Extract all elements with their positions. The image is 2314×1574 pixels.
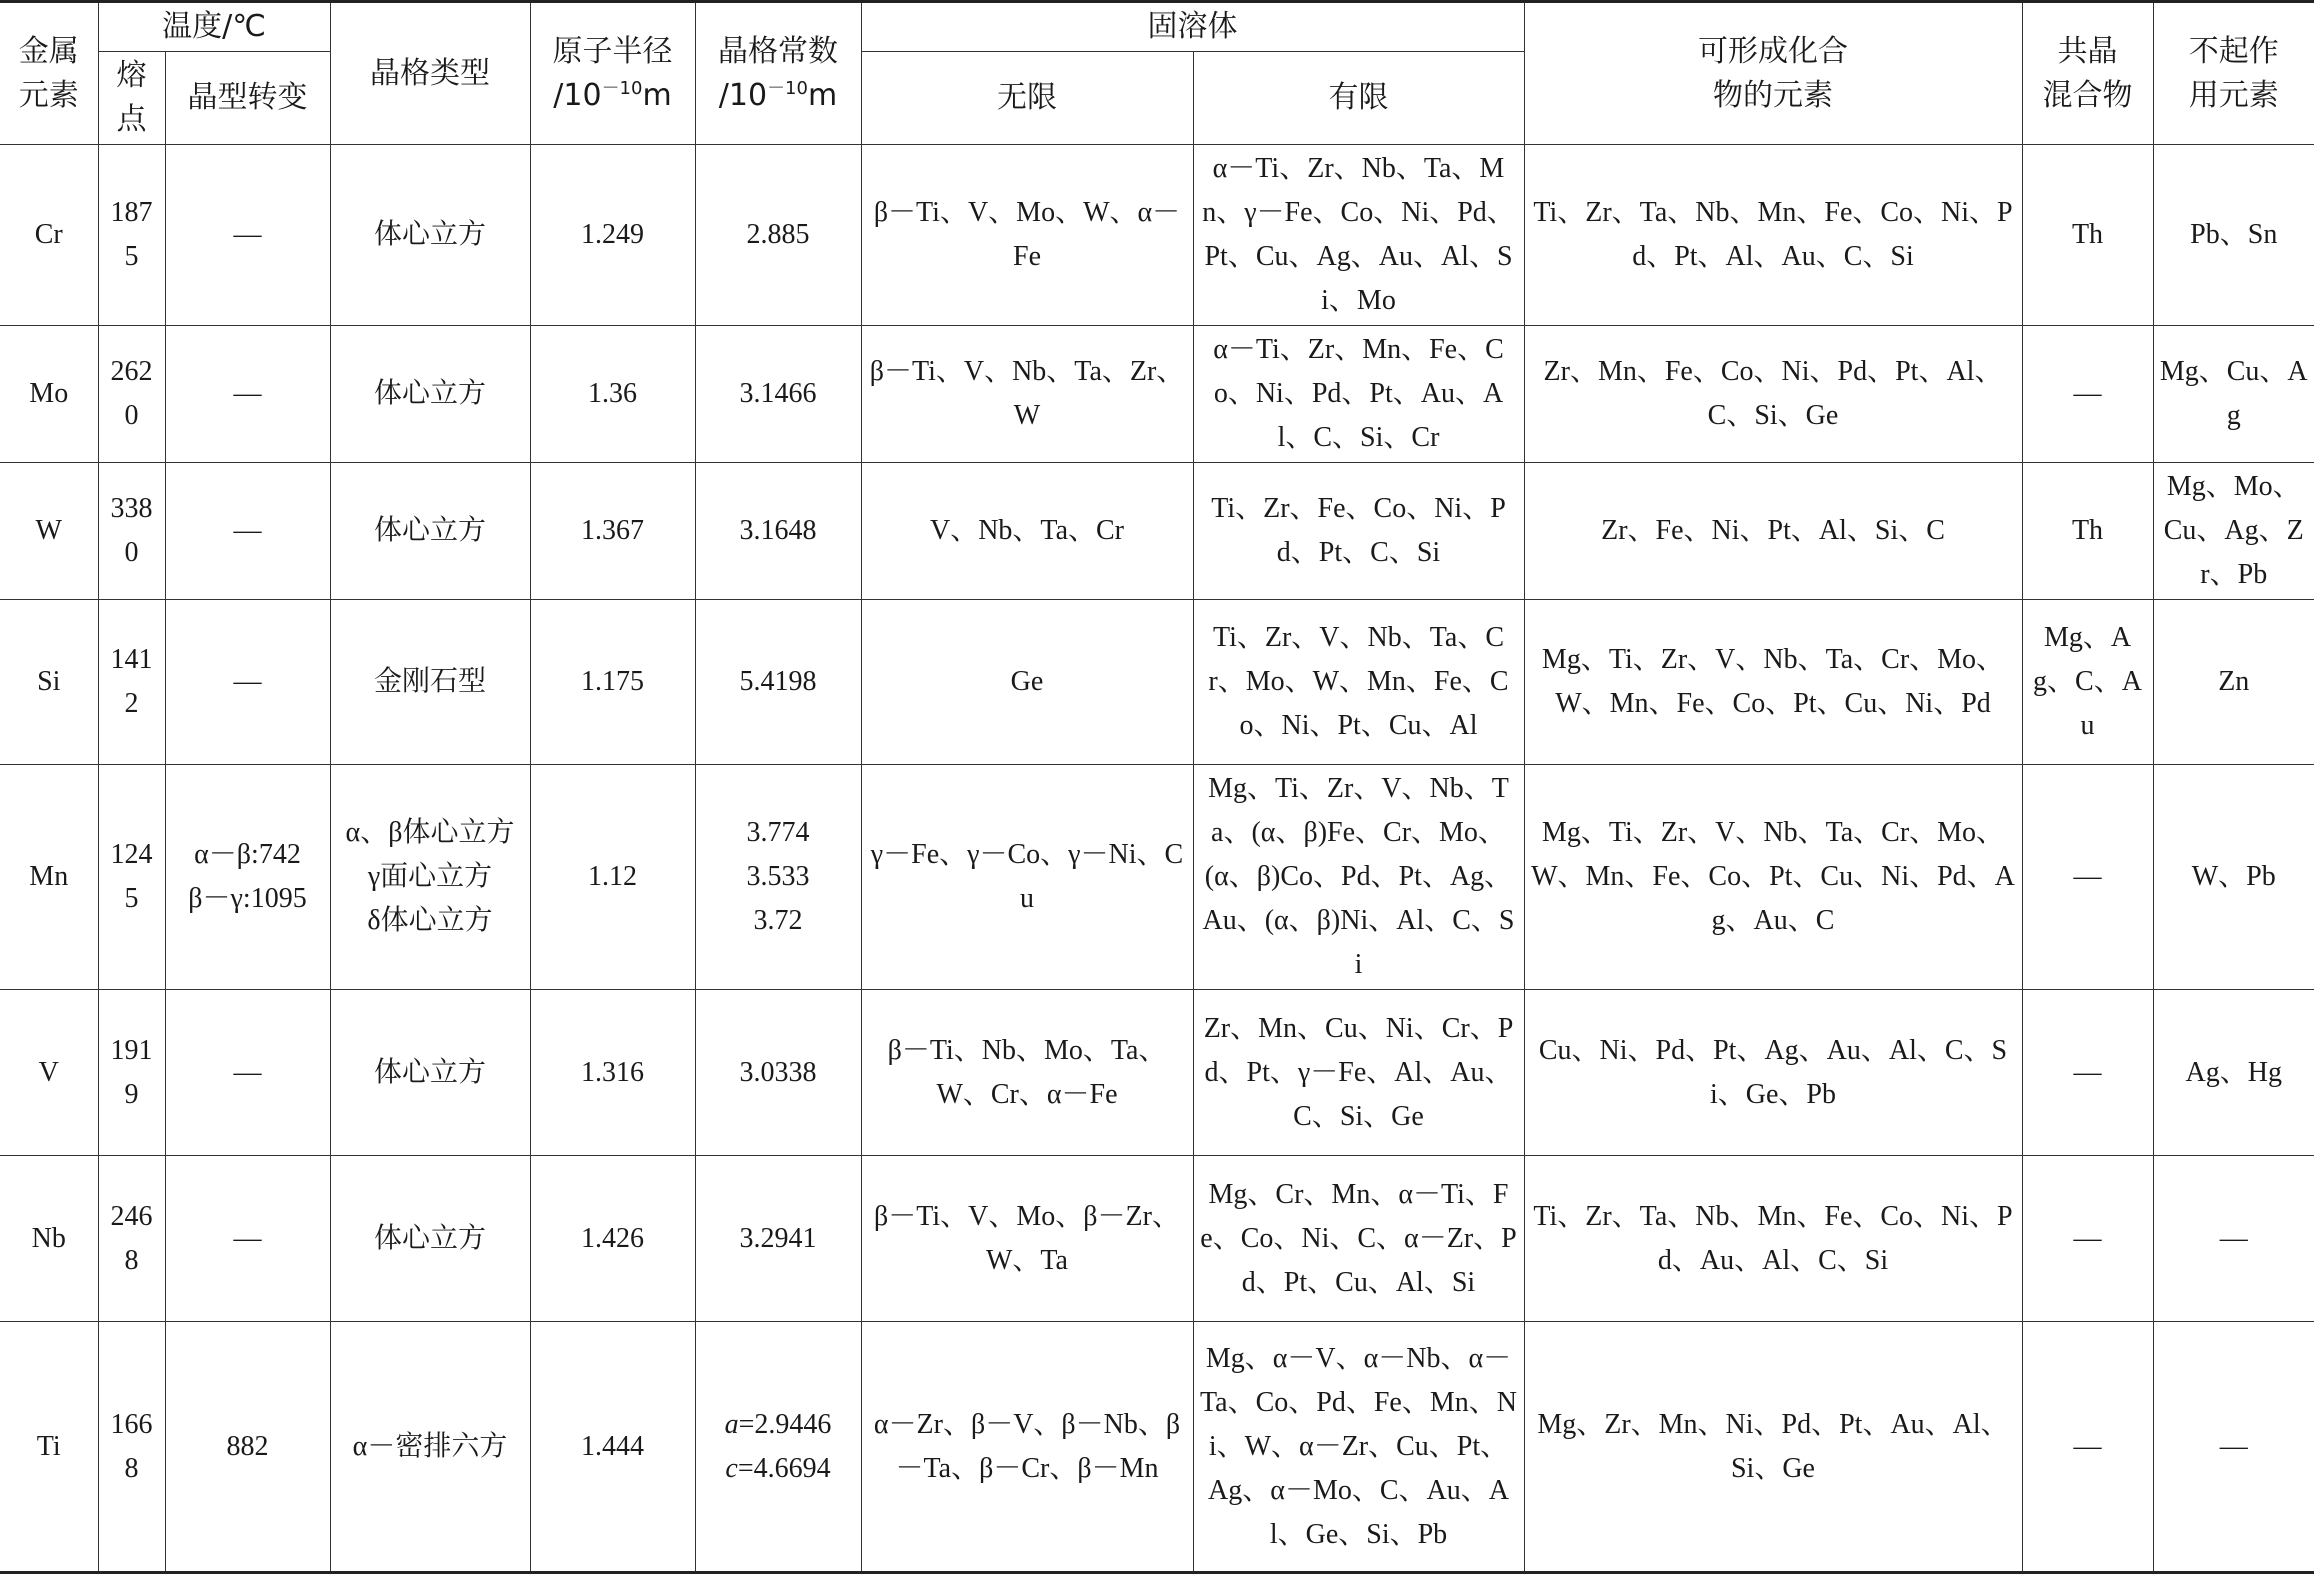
header-solid-solution: 固溶体 [861, 2, 1524, 52]
cell-unlimited: β－Ti、V、Nb、Ta、Zr、W [861, 326, 1193, 463]
cell-constant: a=2.9446 c=4.6694 [695, 1322, 861, 1573]
cell-inert: Ag、Hg [2153, 990, 2314, 1156]
table-row [0, 1156, 2314, 1322]
cell-constant: 3.1466 [695, 326, 861, 463]
cell-constant: 5.4198 [695, 600, 861, 765]
cell-radius: 1.316 [530, 990, 695, 1156]
header-limited: 有限 [1193, 52, 1524, 145]
cell-melting-point: 2620 [98, 326, 165, 463]
cell-radius: 1.367 [530, 463, 695, 600]
header-inert-elements: 不起作 用元素 [2153, 2, 2314, 145]
cell-transition: — [165, 463, 330, 600]
cell-transition: — [165, 990, 330, 1156]
cell-element: V [0, 990, 98, 1156]
cell-lattice: α、β体心立方 γ面心立方 δ体心立方 [330, 765, 530, 990]
cell-limited: α－Ti、Zr、Mn、Fe、Co、Ni、Pd、Pt、Au、Al、C、Si、Cr [1193, 326, 1524, 463]
cell-inert: Zn [2153, 600, 2314, 765]
cell-lattice: 金刚石型 [330, 600, 530, 765]
table-row [0, 1322, 2314, 1573]
cell-melting-point: 1245 [98, 765, 165, 990]
cell-transition: — [165, 1156, 330, 1322]
cell-element: W [0, 463, 98, 600]
cell-eutectic: Th [2022, 463, 2153, 600]
cell-constant: 3.0338 [695, 990, 861, 1156]
table-row [0, 990, 2314, 1156]
cell-constant: 3.774 3.533 3.72 [695, 765, 861, 990]
cell-melting-point: 1875 [98, 145, 165, 326]
cell-eutectic: — [2022, 1322, 2153, 1573]
cell-compounds: Mg、Ti、Zr、V、Nb、Ta、Cr、Mo、W、Mn、Fe、Co、Pt、Cu、Ni、Pd、Ag、Au、C [1524, 765, 2022, 990]
header-lattice-constant: 晶格常数 $/10^{-10}m$ [695, 2, 861, 145]
cell-melting-point: 3380 [98, 463, 165, 600]
cell-radius: 1.444 [530, 1322, 695, 1573]
cell-unlimited: β－Ti、V、Mo、W、α－Fe [861, 145, 1193, 326]
cell-limited: Zr、Mn、Cu、Ni、Cr、Pd、Pt、γ－Fe、Al、Au、C、Si、Ge [1193, 990, 1524, 1156]
cell-radius: 1.249 [530, 145, 695, 326]
cell-element: Ti [0, 1322, 98, 1573]
cell-inert: Mg、Cu、Ag [2153, 326, 2314, 463]
cell-limited: Mg、α－V、α－Nb、α－Ta、Co、Pd、Fe、Mn、Ni、W、α－Zr、Cu、Pt、Ag、α－Mo、C、Au、Al、Ge、Si、Pb [1193, 1322, 1524, 1573]
cell-compounds: Ti、Zr、Ta、Nb、Mn、Fe、Co、Ni、Pd、Au、Al、C、Si [1524, 1156, 2022, 1322]
header-compound-elements: 可形成化合 物的元素 [1524, 2, 2022, 145]
table-header [0, 2, 2314, 145]
cell-inert: W、Pb [2153, 765, 2314, 990]
table-row [0, 326, 2314, 463]
cell-unlimited: Ge [861, 600, 1193, 765]
cell-limited: α－Ti、Zr、Nb、Ta、Mn、γ－Fe、Co、Ni、Pd、Pt、Cu、Ag、Au、Al、Si、Mo [1193, 145, 1524, 326]
cell-inert: Pb、Sn [2153, 145, 2314, 326]
cell-transition: 882 [165, 1322, 330, 1573]
cell-constant: 3.1648 [695, 463, 861, 600]
cell-limited: Ti、Zr、V、Nb、Ta、Cr、Mo、W、Mn、Fe、Co、Ni、Pt、Cu、Al [1193, 600, 1524, 765]
cell-eutectic: Th [2022, 145, 2153, 326]
table-body [0, 145, 2314, 1573]
cell-melting-point: 1412 [98, 600, 165, 765]
cell-compounds: Cu、Ni、Pd、Pt、Ag、Au、Al、C、Si、Ge、Pb [1524, 990, 2022, 1156]
cell-unlimited: γ－Fe、γ－Co、γ－Ni、Cu [861, 765, 1193, 990]
cell-transition: — [165, 600, 330, 765]
cell-unlimited: β－Ti、V、Mo、β－Zr、W、Ta [861, 1156, 1193, 1322]
cell-lattice: 体心立方 [330, 463, 530, 600]
cell-compounds: Zr、Fe、Ni、Pt、Al、Si、C [1524, 463, 2022, 600]
cell-element: Mn [0, 765, 98, 990]
cell-eutectic: Mg、Ag、C、Au [2022, 600, 2153, 765]
header-transition: 晶型转变 [165, 52, 330, 145]
cell-radius: 1.175 [530, 600, 695, 765]
header-temperature: 温度/℃ [98, 2, 330, 52]
cell-inert: Mg、Mo、Cu、Ag、Zr、Pb [2153, 463, 2314, 600]
cell-compounds: Zr、Mn、Fe、Co、Ni、Pd、Pt、Al、C、Si、Ge [1524, 326, 2022, 463]
cell-radius: 1.36 [530, 326, 695, 463]
cell-element: Nb [0, 1156, 98, 1322]
cell-lattice: 体心立方 [330, 326, 530, 463]
cell-transition: — [165, 326, 330, 463]
cell-unlimited: α－Zr、β－V、β－Nb、β－Ta、β－Cr、β－Mn [861, 1322, 1193, 1573]
header-unlimited: 无限 [861, 52, 1193, 145]
table-row [0, 765, 2314, 990]
cell-eutectic: — [2022, 990, 2153, 1156]
cell-limited: Mg、Ti、Zr、V、Nb、Ta、(α、β)Fe、Cr、Mo、(α、β)Co、Pd、Pt、Ag、Au、(α、β)Ni、Al、C、Si [1193, 765, 1524, 990]
cell-eutectic: — [2022, 326, 2153, 463]
cell-radius: 1.426 [530, 1156, 695, 1322]
cell-constant: 3.2941 [695, 1156, 861, 1322]
cell-eutectic: — [2022, 1156, 2153, 1322]
cell-lattice: 体心立方 [330, 145, 530, 326]
cell-radius: 1.12 [530, 765, 695, 990]
cell-lattice: 体心立方 [330, 990, 530, 1156]
cell-compounds: Mg、Zr、Mn、Ni、Pd、Pt、Au、Al、Si、Ge [1524, 1322, 2022, 1573]
header-lattice-type: 晶格类型 [330, 2, 530, 145]
header-element: 金属 元素 [0, 2, 98, 145]
cell-unlimited: V、Nb、Ta、Cr [861, 463, 1193, 600]
cell-lattice: 体心立方 [330, 1156, 530, 1322]
cell-inert: — [2153, 1322, 2314, 1573]
cell-compounds: Ti、Zr、Ta、Nb、Mn、Fe、Co、Ni、Pd、Pt、Al、Au、C、Si [1524, 145, 2022, 326]
cell-melting-point: 2468 [98, 1156, 165, 1322]
cell-unlimited: β－Ti、Nb、Mo、Ta、W、Cr、α－Fe [861, 990, 1193, 1156]
cell-melting-point: 1919 [98, 990, 165, 1156]
cell-element: Cr [0, 145, 98, 326]
cell-inert: — [2153, 1156, 2314, 1322]
cell-lattice: α－密排六方 [330, 1322, 530, 1573]
cell-limited: Mg、Cr、Mn、α－Ti、Fe、Co、Ni、C、α－Zr、Pd、Pt、Cu、Al、Si [1193, 1156, 1524, 1322]
cell-transition: α－β:742 β－γ:1095 [165, 765, 330, 990]
table-row [0, 463, 2314, 600]
cell-element: Mo [0, 326, 98, 463]
cell-limited: Ti、Zr、Fe、Co、Ni、Pd、Pt、C、Si [1193, 463, 1524, 600]
header-melting-point: 熔点 [98, 52, 165, 145]
cell-constant: 2.885 [695, 145, 861, 326]
cell-melting-point: 1668 [98, 1322, 165, 1573]
cell-compounds: Mg、Ti、Zr、V、Nb、Ta、Cr、Mo、W、Mn、Fe、Co、Pt、Cu、Ni、Pd [1524, 600, 2022, 765]
table-row [0, 145, 2314, 326]
header-atomic-radius: 原子半径 $/10^{-10}m$ [530, 2, 695, 145]
table-row [0, 600, 2314, 765]
cell-transition: — [165, 145, 330, 326]
cell-eutectic: — [2022, 765, 2153, 990]
header-eutectic: 共晶 混合物 [2022, 2, 2153, 145]
cell-element: Si [0, 600, 98, 765]
